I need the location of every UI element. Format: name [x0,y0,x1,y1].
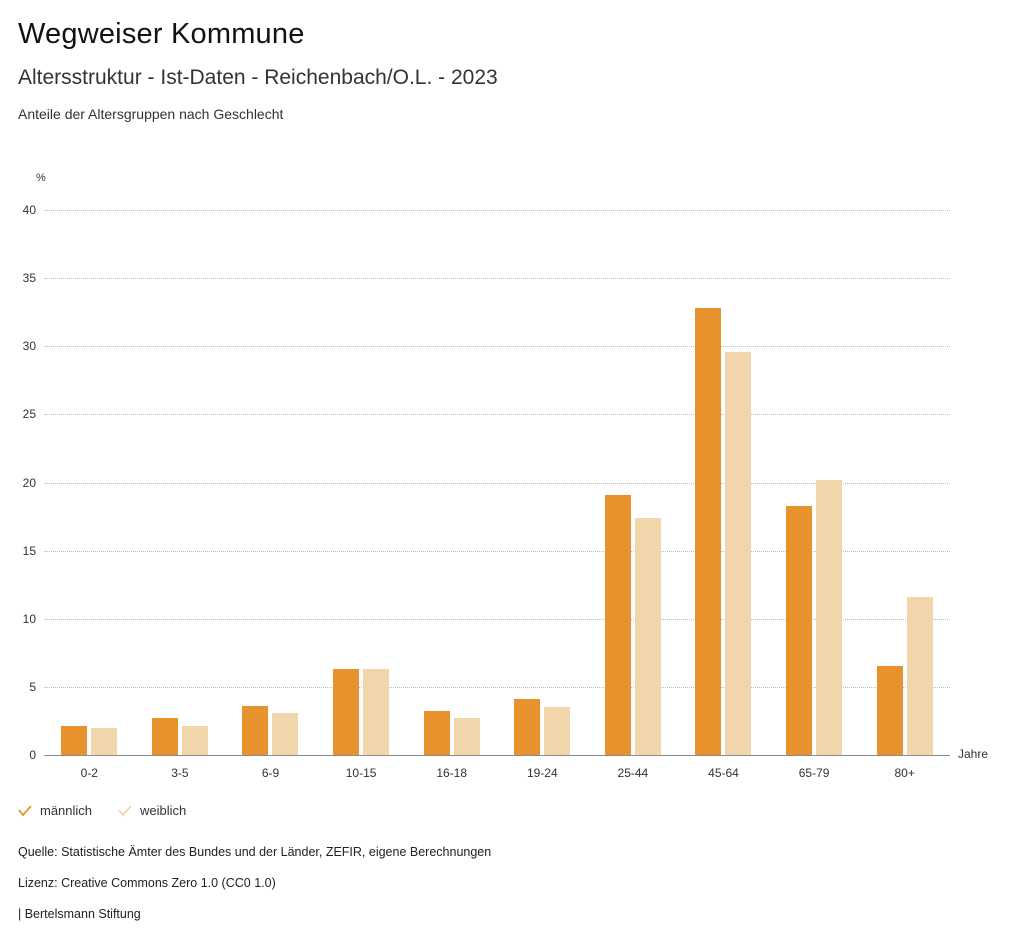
x-axis-tick-label: 6-9 [261,766,280,780]
bar-group [859,210,950,755]
chart-description: Anteile der Altersgruppen nach Geschlecht [18,106,284,122]
chart-subtitle: Altersstruktur - Ist-Daten - Reichenbach/O.L. - 2023 [18,66,498,89]
bar-weiblich-45-64[interactable] [725,352,751,755]
bar-weiblich-65-79[interactable] [816,480,842,755]
bar-männlich-80+[interactable] [877,666,903,755]
y-axis-tick-label: 15 [22,543,36,558]
source-note: Quelle: Statistische Ämter des Bundes und der Länder, ZEFIR, eigene Berechnungen [18,845,492,859]
check-icon [118,804,132,818]
bar-weiblich-3-5[interactable] [182,726,208,755]
check-icon [18,804,32,818]
bar-männlich-25-44[interactable] [605,495,631,755]
legend-label: männlich [40,803,93,818]
x-axis-tick-label: 3-5 [171,766,189,780]
license-note: Lizenz: Creative Commons Zero 1.0 (CC0 1.0) [18,876,276,890]
x-axis-tick-label: 80+ [894,766,915,780]
x-axis-tick-label: 65-79 [798,766,830,780]
bar-männlich-16-18[interactable] [424,711,450,755]
x-axis-tick-label: 16-18 [436,766,468,780]
x-axis-tick-label: 19-24 [526,766,558,780]
x-axis-tick-label: 25-44 [617,766,649,780]
grid-line [44,755,950,756]
y-axis-tick-label: 35 [22,271,36,286]
chart-legend [18,803,186,818]
legend-item-männlich[interactable] [18,803,92,818]
y-axis-tick-label: 40 [22,203,36,217]
bar-group [769,210,860,755]
bar-group [497,210,588,755]
bar-weiblich-19-24[interactable] [544,707,570,755]
plot-area [44,210,950,780]
x-axis-tick-label: 0-2 [80,766,98,780]
bar-männlich-0-2[interactable] [61,726,87,755]
bar-männlich-65-79[interactable] [786,506,812,755]
legend-item-weiblich[interactable] [118,803,186,818]
bar-weiblich-6-9[interactable] [272,713,298,755]
x-axis-unit-label: Jahre [958,747,989,761]
x-axis-tick-label: 10-15 [345,766,377,780]
page-title: Wegweiser Kommune [18,18,305,50]
bar-männlich-19-24[interactable] [514,699,540,755]
bar-group [678,210,769,755]
bar-group [406,210,497,755]
publisher-note: | Bertelsmann Stiftung [18,907,141,921]
y-axis-tick-label: 10 [22,611,36,626]
y-axis-tick-label: 0 [29,748,36,762]
y-axis-tick-label: 20 [22,475,36,490]
bar-männlich-6-9[interactable] [242,706,268,755]
y-axis-tick-label: 5 [29,679,36,694]
legend-label: weiblich [140,803,187,818]
bar-group [316,210,407,755]
bar-männlich-45-64[interactable] [695,308,721,755]
bar-weiblich-10-15[interactable] [363,669,389,755]
bars-layer [44,210,950,755]
bar-weiblich-16-18[interactable] [454,718,480,755]
bar-männlich-3-5[interactable] [152,718,178,755]
bar-weiblich-0-2[interactable] [91,728,117,755]
bar-männlich-10-15[interactable] [333,669,359,755]
y-axis-tick-label: 25 [22,407,36,422]
bar-group [225,210,316,755]
y-axis-unit-label: % [36,172,46,184]
y-axis-tick-label: 30 [22,339,36,354]
x-axis-tick-label: 45-64 [708,766,739,780]
bar-group [588,210,679,755]
bar-group [44,210,135,755]
bar-weiblich-80+[interactable] [907,597,933,755]
bar-weiblich-25-44[interactable] [635,518,661,755]
bar-group [135,210,226,755]
